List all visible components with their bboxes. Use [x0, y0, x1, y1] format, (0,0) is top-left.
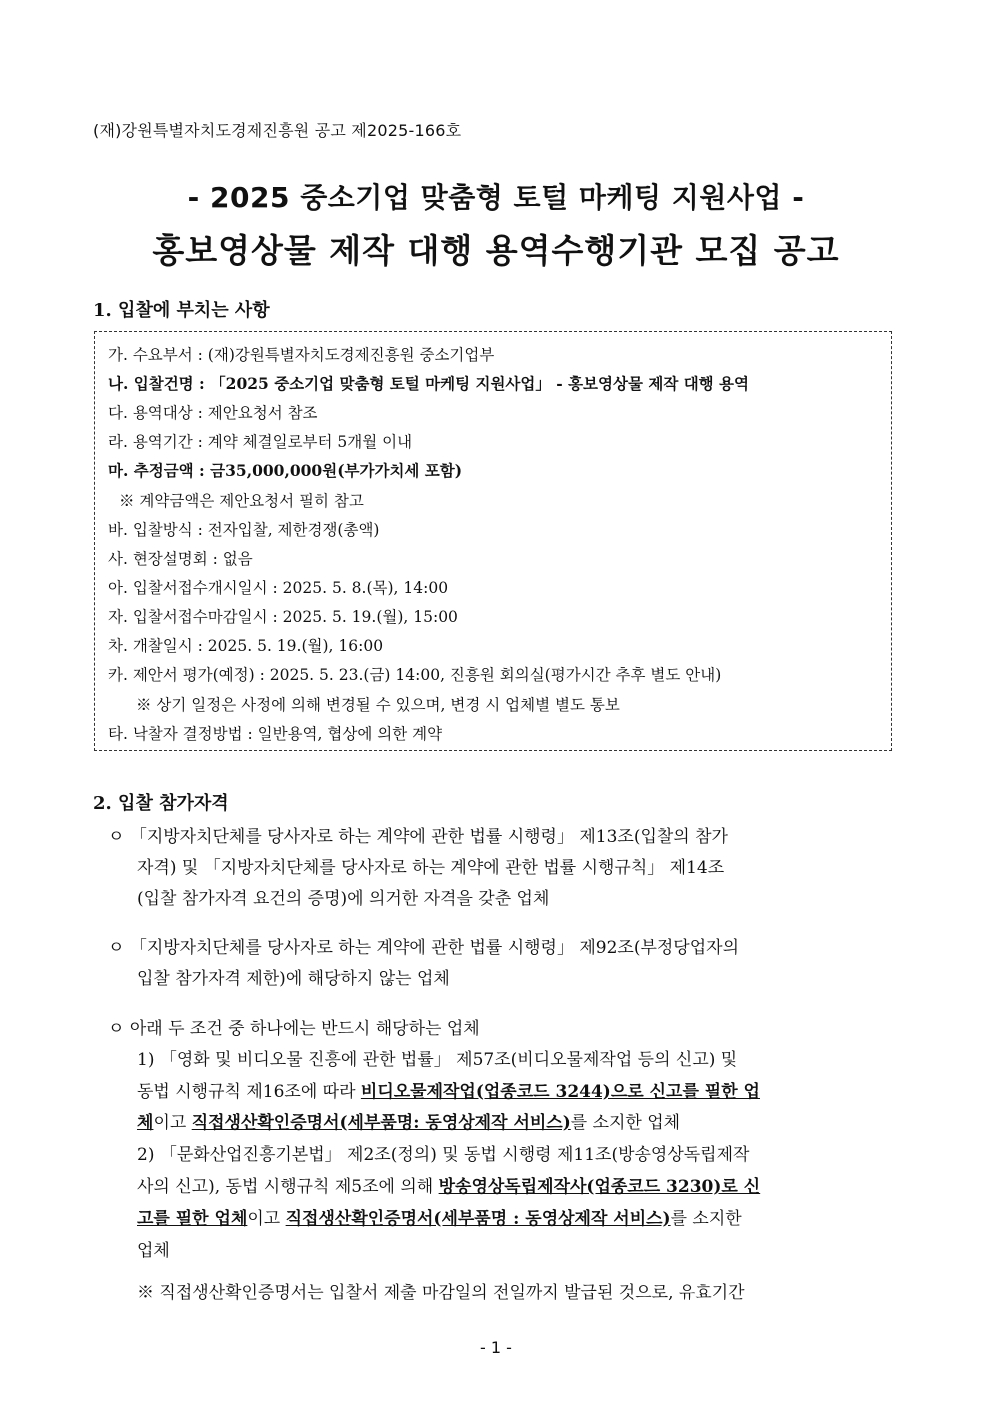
condition-2-line [137, 1172, 760, 1197]
bid-item: 아. 입찰서접수개시일시 : 2025. 5. 8.(목), 14:00 [108, 579, 449, 597]
text-span: 를 소지한 업체 [570, 1113, 681, 1133]
qualification-line: 자격) 및 「지방자치단체를 당사자로 하는 계약에 관한 법률 시행규칙」 제14조 [137, 858, 725, 878]
condition-2-line: 2) 「문화산업진흥기본법」 제2조(정의) 및 동법 시행령 제11조(방송영상독립제작 [137, 1145, 750, 1165]
highlight-text: 비디오물제작업(업종코드 3244)으로 신고를 필한 업 [360, 1082, 760, 1102]
text-span: 이고 [153, 1113, 192, 1133]
text-span: 를 소지한 [670, 1209, 742, 1229]
text-span: 동법 시행규칙 제16조에 따라 [137, 1082, 361, 1102]
bid-item: 카. 제안서 평가(예정) : 2025. 5. 23.(금) 14:00, 진흥원 회의실(평가시간 추후 별도 안내) [108, 666, 722, 684]
text-span: 사의 신고), 동법 시행규칙 제5조에 의해 [137, 1177, 439, 1197]
section-2-heading: 2. 입찰 참가자격 [93, 793, 229, 814]
bid-item: 사. 현장설명회 : 없음 [108, 550, 253, 568]
qualification-line: ㅇ 「지방자치단체를 당사자로 하는 계약에 관한 법률 시행령」 제92조(부정당업자의 [108, 938, 739, 958]
title-line-1: - 2025 중소기업 맞춤형 토털 마케팅 지원사업 - [187, 181, 805, 214]
bid-item: 라. 용역기간 : 계약 체결일로부터 5개월 이내 [108, 433, 413, 451]
qualification-line: ㅇ 아래 두 조건 중 하나에는 반드시 해당하는 업체 [108, 1019, 480, 1039]
bid-item: 차. 개찰일시 : 2025. 5. 19.(월), 16:00 [108, 637, 384, 655]
qualification-line: (입찰 참가자격 요건의 증명)에 의거한 자격을 갖춘 업체 [137, 889, 550, 909]
bid-item: 마. 추정금액 : 금35,000,000원(부가가치세 포함) [108, 461, 463, 480]
page-number: - 1 - [480, 1338, 512, 1357]
condition-2-line: 업체 [137, 1241, 170, 1261]
bid-item: 타. 낙찰자 결정방법 : 일반용역, 협상에 의한 계약 [108, 725, 443, 743]
bid-info-box [94, 331, 892, 751]
title-line-2: 홍보영상물 제작 대행 용역수행기관 모집 공고 [152, 231, 840, 270]
bid-item: 나. 입찰건명 : 「2025 중소기업 맞춤형 토털 마케팅 지원사업」 - 홍보영상물 제작 대행 용역 [108, 374, 749, 393]
notice-number: (재)강원특별자치도경제진흥원 공고 제2025-166호 [93, 121, 462, 140]
highlight-text: 직접생산확인증명서(세부품명: 동영상제작 서비스) [191, 1113, 571, 1133]
text-span: 이고 [247, 1209, 286, 1229]
bid-item: 자. 입찰서접수마감일시 : 2025. 5. 19.(월), 15:00 [108, 608, 458, 626]
condition-1-line [137, 1108, 680, 1133]
bid-note: ※ 계약금액은 제안요청서 필히 참고 [119, 492, 364, 510]
certificate-note: ※ 직접생산확인증명서는 입찰서 제출 마감일의 전일까지 발급된 것으로, 유효기간 [137, 1283, 745, 1303]
highlight-text: 직접생산확인증명서(세부품명 : 동영상제작 서비스) [285, 1209, 671, 1229]
condition-1-line: 1) 「영화 및 비디오물 진흥에 관한 법률」 제57조(비디오물제작업 등의 신고) 및 [137, 1050, 738, 1070]
section-1-heading: 1. 입찰에 부치는 사항 [93, 300, 270, 321]
highlight-text: 체 [137, 1113, 154, 1133]
bid-item: 가. 수요부서 : (재)강원특별자치도경제진흥원 중소기업부 [108, 346, 495, 364]
highlight-text: 방송영상독립제작사(업종코드 3230)로 신 [438, 1177, 761, 1197]
bid-note: ※ 상기 일정은 사정에 의해 변경될 수 있으며, 변경 시 업체별 별도 통보 [136, 696, 620, 714]
condition-1-line [137, 1077, 760, 1102]
qualification-line: ㅇ 「지방자치단체를 당사자로 하는 계약에 관한 법률 시행령」 제13조(입찰의 참가 [108, 827, 728, 847]
bid-item: 바. 입찰방식 : 전자입찰, 제한경쟁(총액) [108, 521, 380, 539]
qualification-line: 입찰 참가자격 제한)에 해당하지 않는 업체 [137, 969, 450, 989]
condition-2-line [137, 1204, 742, 1229]
highlight-text: 고를 필한 업체 [137, 1209, 248, 1229]
bid-item: 다. 용역대상 : 제안요청서 참조 [108, 404, 318, 422]
